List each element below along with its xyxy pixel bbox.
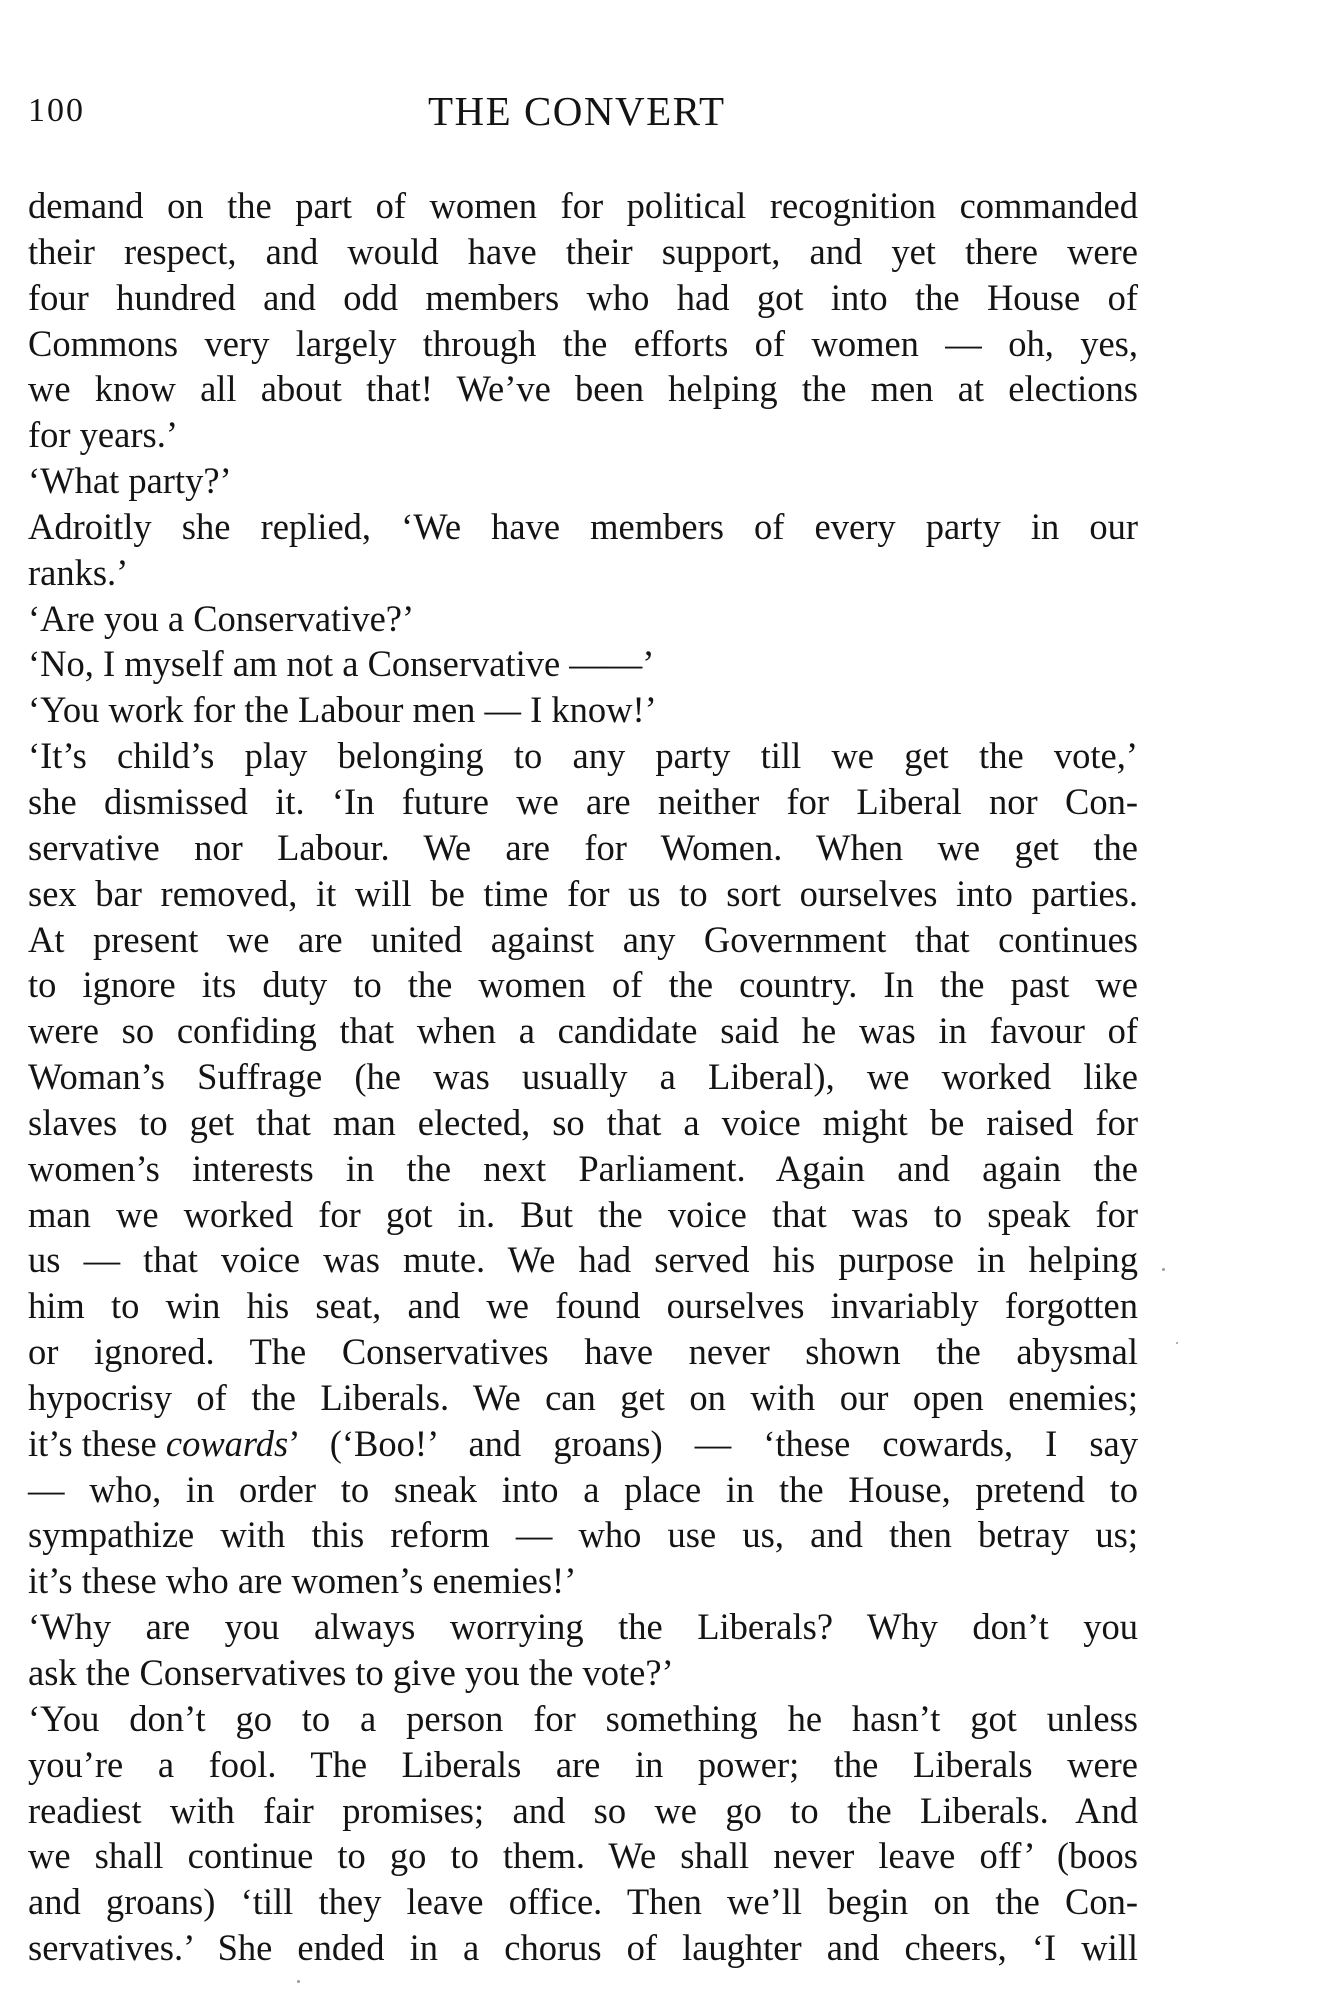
text-line: ‘No, I myself am not a Conservative ——’: [28, 643, 655, 685]
text-line: ask the Conservatives to give you the vote?’: [28, 1652, 674, 1693]
text-line: to ignore its duty to the women of the country. In the past we: [28, 964, 1138, 1006]
text-line: him to win his seat, and we found ourselves invariably forgotten: [28, 1285, 1138, 1327]
text-line: man we worked for got in. But the voice that was to speak for: [28, 1193, 1138, 1235]
scan-speck: [297, 1980, 300, 1983]
scan-speck: [1162, 1268, 1165, 1271]
text-line: At present we are united against any Government that continues: [28, 918, 1138, 960]
text-line: we know all about that! We’ve been helping the men at elections: [28, 368, 1138, 410]
text-line: she dismissed it. ‘In future we are neither for Liberal nor Con-: [28, 780, 1138, 822]
text-line: for years.’: [28, 414, 178, 456]
text-line: four hundred and odd members who had got into the House of: [28, 276, 1138, 318]
text-line: we shall continue to go to them. We shall never leave off’ (boos: [28, 1835, 1138, 1877]
body-text: [28, 183, 1138, 1971]
text-line: — who, in order to sneak into a place in the House, pretend to: [28, 1468, 1138, 1510]
text-line: ‘You work for the Labour men — I know!’: [28, 689, 657, 731]
text-line: demand on the part of women for political recognition commanded: [28, 185, 1138, 226]
text-line: or ignored. The Conservatives have never shown the abysmal: [28, 1331, 1138, 1373]
text-line: their respect, and would have their support, and yet there were: [28, 230, 1138, 272]
text-line: ‘Why are you always worrying the Liberals? Why don’t you: [28, 1606, 1138, 1648]
text-line: slaves to get that man elected, so that a voice might be raised for: [28, 1101, 1138, 1143]
text-line: Commons very largely through the efforts of women — oh, yes,: [28, 322, 1138, 364]
line-tail: ’ (‘Boo!’ and groans) — ‘these cowards, I say: [288, 1422, 1138, 1464]
text-line: were so confiding that when a candidate said he was in favour of: [28, 1010, 1138, 1052]
text-line: it’s these who are women’s enemies!’: [28, 1560, 577, 1602]
text-line: ‘It’s child’s play belonging to any party till we get the vote,’: [28, 735, 1138, 777]
running-title: THE CONVERT: [428, 88, 726, 134]
text-line: women’s interests in the next Parliament. Again and again the: [28, 1147, 1138, 1189]
page-header: [28, 86, 1138, 136]
text-line: sympathize with this reform — who use us, and then betray us;: [28, 1514, 1138, 1556]
emphasis-word: cowards: [165, 1422, 289, 1464]
text-line: servatives.’ She ended in a chorus of laughter and cheers, ‘I will: [28, 1927, 1138, 1969]
text-line: and groans) ‘till they leave office. Then we’ll begin on the Con-: [28, 1881, 1138, 1923]
text-line: ranks.’: [28, 551, 129, 593]
text-line: ‘Are you a Conservative?’: [28, 597, 415, 639]
line-head: it’s these: [28, 1422, 166, 1464]
text-line: ‘You don’t go to a person for something he hasn’t got unless: [28, 1697, 1138, 1739]
text-line: Adroitly she replied, ‘We have members of every party in our: [28, 505, 1138, 547]
text-line: hypocrisy of the Liberals. We can get on with our open enemies;: [28, 1376, 1138, 1418]
text-line: sex bar removed, it will be time for us to sort ourselves into parties.: [28, 872, 1138, 914]
scan-speck: [1176, 1342, 1178, 1344]
text-line: you’re a fool. The Liberals are in power; the Liberals were: [28, 1743, 1138, 1785]
text-line: ‘What party?’: [28, 460, 232, 502]
page-number: 100: [28, 92, 85, 129]
text-line: Woman’s Suffrage (he was usually a Liberal), we worked like: [28, 1056, 1138, 1098]
text-line-with-emphasis: [28, 1421, 1138, 1467]
text-line: servative nor Labour. We are for Women. When we get the: [28, 826, 1138, 868]
text-line: us — that voice was mute. We had served his purpose in helping: [28, 1239, 1138, 1281]
text-line: readiest with fair promises; and so we go to the Liberals. And: [28, 1789, 1138, 1831]
